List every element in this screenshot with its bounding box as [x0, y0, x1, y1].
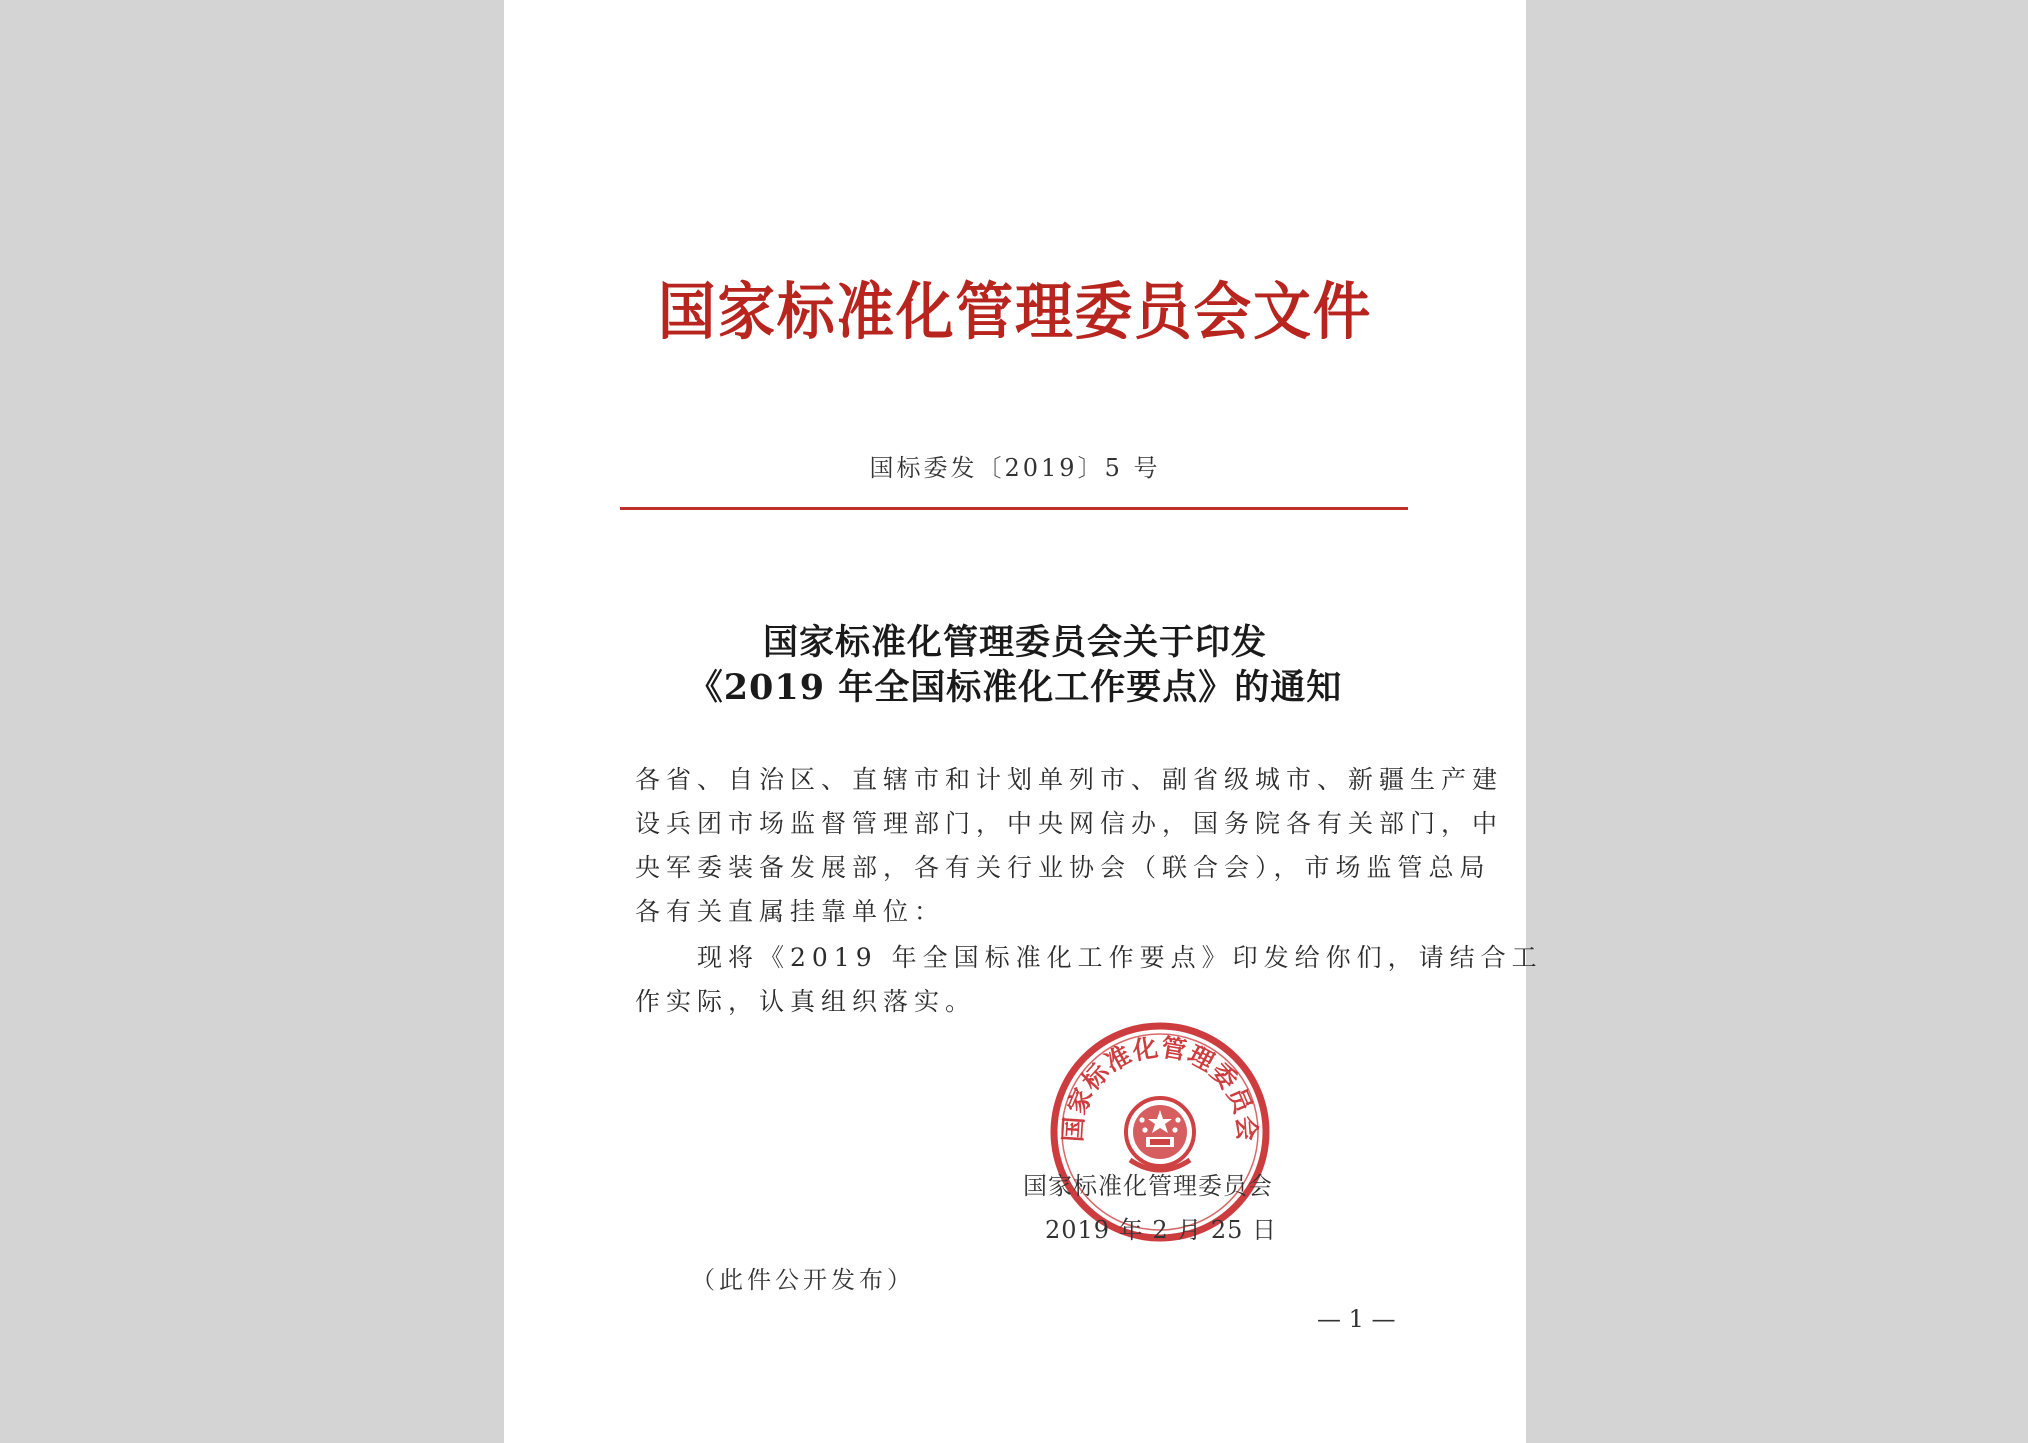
body-line: 各有关直属挂靠单位：	[635, 897, 946, 926]
body-line: 作实际，认真组织落实。	[635, 987, 977, 1016]
body-line: 设兵团市场监督管理部门，中央网信办，国务院各有关部门，中	[635, 809, 1504, 838]
page-number: — 1 —	[1317, 1305, 1396, 1333]
header-title: 国家标准化管理委员会文件	[657, 275, 1373, 348]
document-number: 国标委发〔2019〕5 号	[869, 454, 1161, 482]
notice-title-line2: 《2019 年全国标准化工作要点》的通知	[687, 667, 1343, 708]
public-release-note: （此件公开发布）	[691, 1266, 915, 1294]
red-divider	[620, 507, 1408, 510]
issue-date: 2019 年 2 月 25 日	[1045, 1216, 1278, 1244]
body-line: 各省、自治区、直辖市和计划单列市、副省级城市、新疆生产建	[635, 765, 1504, 794]
seal-text: 国家标准化管理委员会	[1058, 1032, 1262, 1143]
issuer-name: 国家标准化管理委员会	[1023, 1172, 1273, 1200]
national-emblem-icon	[1126, 1098, 1194, 1170]
body-line: 现将《2019 年全国标准化工作要点》印发给你们，请结合工	[635, 943, 1543, 972]
body-line: 央军委装备发展部，各有关行业协会（联合会），市场监管总局	[635, 853, 1491, 882]
document-page	[504, 0, 1543, 1443]
notice-title-line1: 国家标准化管理委员会关于印发	[762, 622, 1267, 663]
